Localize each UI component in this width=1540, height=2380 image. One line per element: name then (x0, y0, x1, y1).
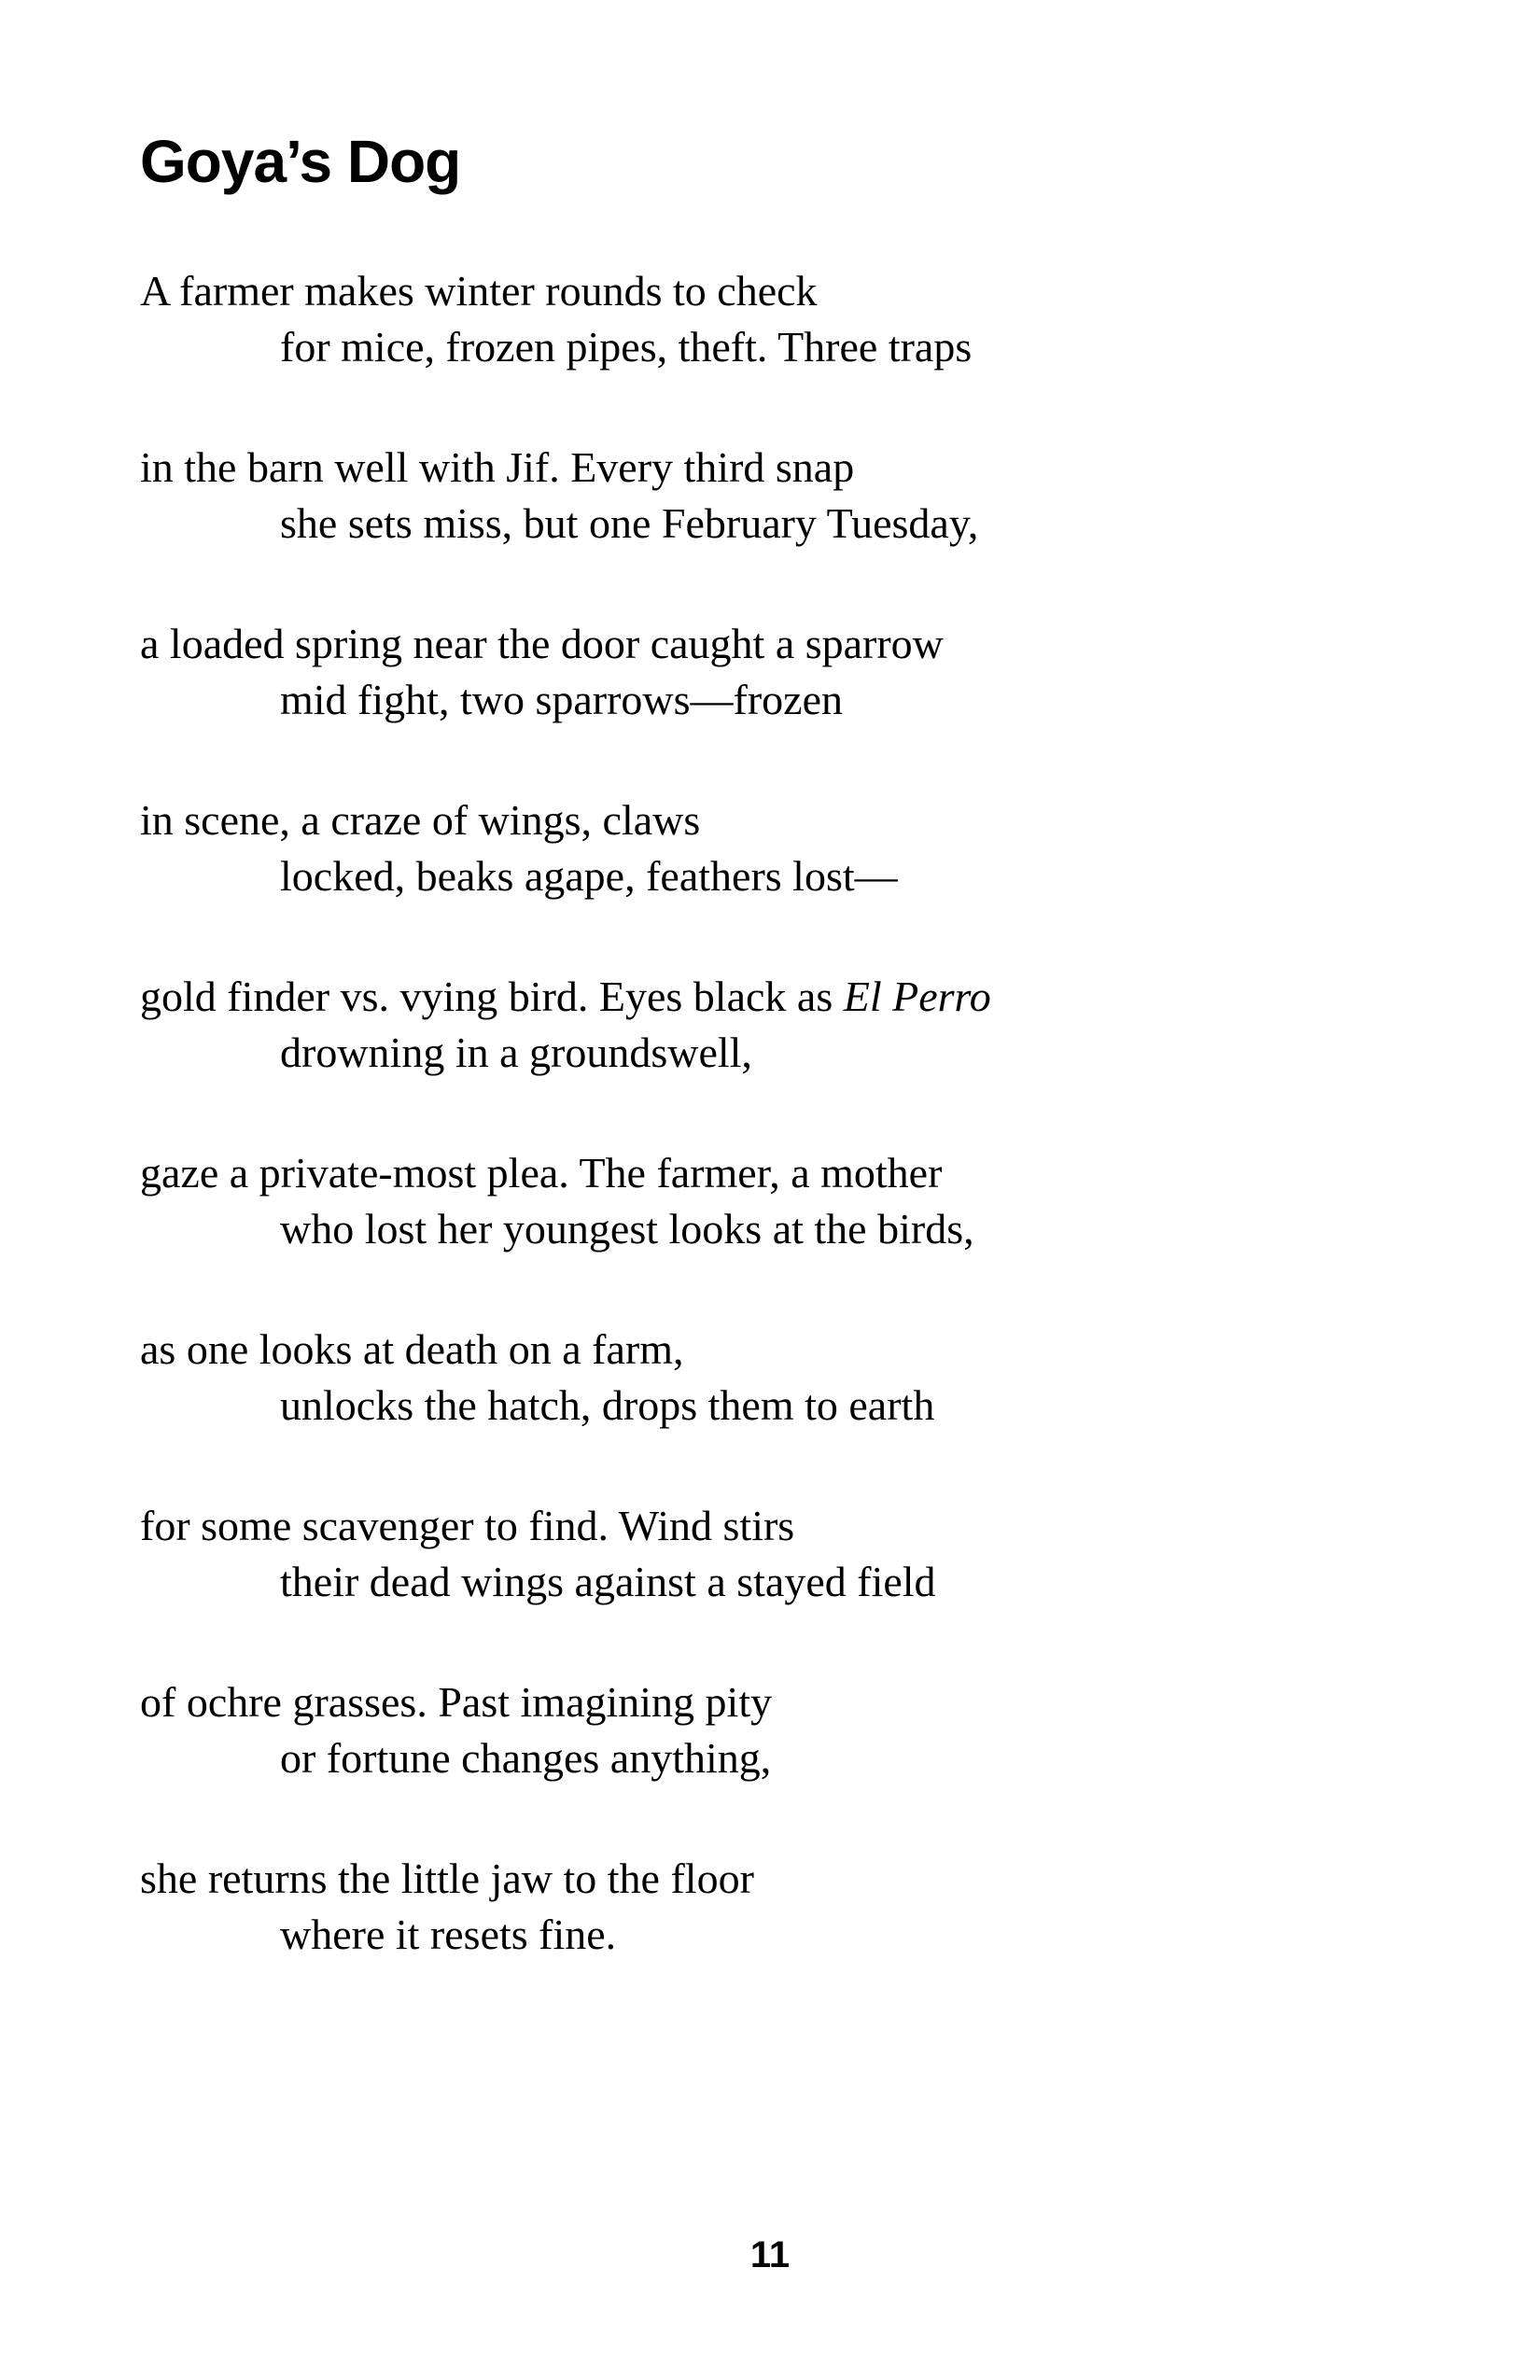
poem-line (140, 1907, 1400, 1963)
poem-body (140, 263, 1400, 1963)
text-segment: where it resets fine. (280, 1911, 617, 1958)
poem-line (140, 1378, 1400, 1434)
poem-line (140, 496, 1400, 552)
text-segment: she sets miss, but one February Tuesday, (280, 499, 979, 547)
stanza (140, 1322, 1400, 1434)
poem-line (140, 848, 1400, 904)
poem-line (140, 616, 1400, 672)
page-number: 11 (749, 2234, 791, 2275)
page-footer (0, 2236, 1540, 2274)
poem-line (140, 1851, 1400, 1907)
poem-line (140, 319, 1400, 375)
poem-line (140, 1322, 1400, 1378)
stanza (140, 1674, 1400, 1786)
poem-line (140, 1025, 1400, 1081)
text-segment: A farmer makes winter rounds to check (140, 267, 818, 315)
text-segment: a loaded spring near the door caught a sparrow (140, 620, 944, 667)
text-segment: in scene, a craze of wings, claws (140, 796, 701, 844)
poem-line (140, 1145, 1400, 1201)
text-segment: as one looks at death on a farm, (140, 1325, 684, 1373)
poem-line (140, 1554, 1400, 1610)
poem-line (140, 1498, 1400, 1554)
stanza (140, 1851, 1400, 1963)
poem-title: Goya’s Dog (140, 128, 461, 195)
stanza (140, 792, 1400, 904)
text-segment: for mice, frozen pipes, theft. Three traps (280, 323, 973, 371)
stanza (140, 440, 1400, 552)
text-segment: of ochre grasses. Past imagining pity (140, 1678, 773, 1726)
poem-line (140, 672, 1400, 728)
poem-line (140, 1201, 1400, 1257)
text-segment: their dead wings against a stayed field (280, 1558, 936, 1605)
poem-line (140, 792, 1400, 848)
text-segment: locked, beaks agape, feathers lost— (280, 852, 898, 900)
text-segment: for some scavenger to find. Wind stirs (140, 1502, 795, 1549)
text-segment: gaze a private-most plea. The farmer, a mother (140, 1149, 943, 1197)
text-segment: drowning in a groundswell, (280, 1029, 752, 1076)
poem-line (140, 440, 1400, 496)
italic-phrase: El Perro (843, 973, 991, 1020)
stanza (140, 1145, 1400, 1257)
text-segment: she returns the little jaw to the floor (140, 1855, 754, 1902)
stanza (140, 263, 1400, 375)
stanza (140, 1498, 1400, 1610)
text-segment: in the barn well with Jif. Every third snap (140, 443, 855, 491)
stanza (140, 616, 1400, 728)
stanza (140, 969, 1400, 1081)
text-segment: unlocks the hatch, drops them to earth (280, 1381, 935, 1429)
poem-line (140, 1674, 1400, 1730)
text-segment: gold finder vs. vying bird. Eyes black as (140, 973, 844, 1020)
poem-line (140, 1730, 1400, 1786)
text-segment: mid fight, two sparrows—frozen (280, 676, 843, 723)
poem-line (140, 263, 1400, 319)
text-segment: who lost her youngest looks at the birds, (280, 1205, 974, 1253)
poem-line (140, 969, 1400, 1025)
text-segment: or fortune changes anything, (280, 1734, 772, 1782)
